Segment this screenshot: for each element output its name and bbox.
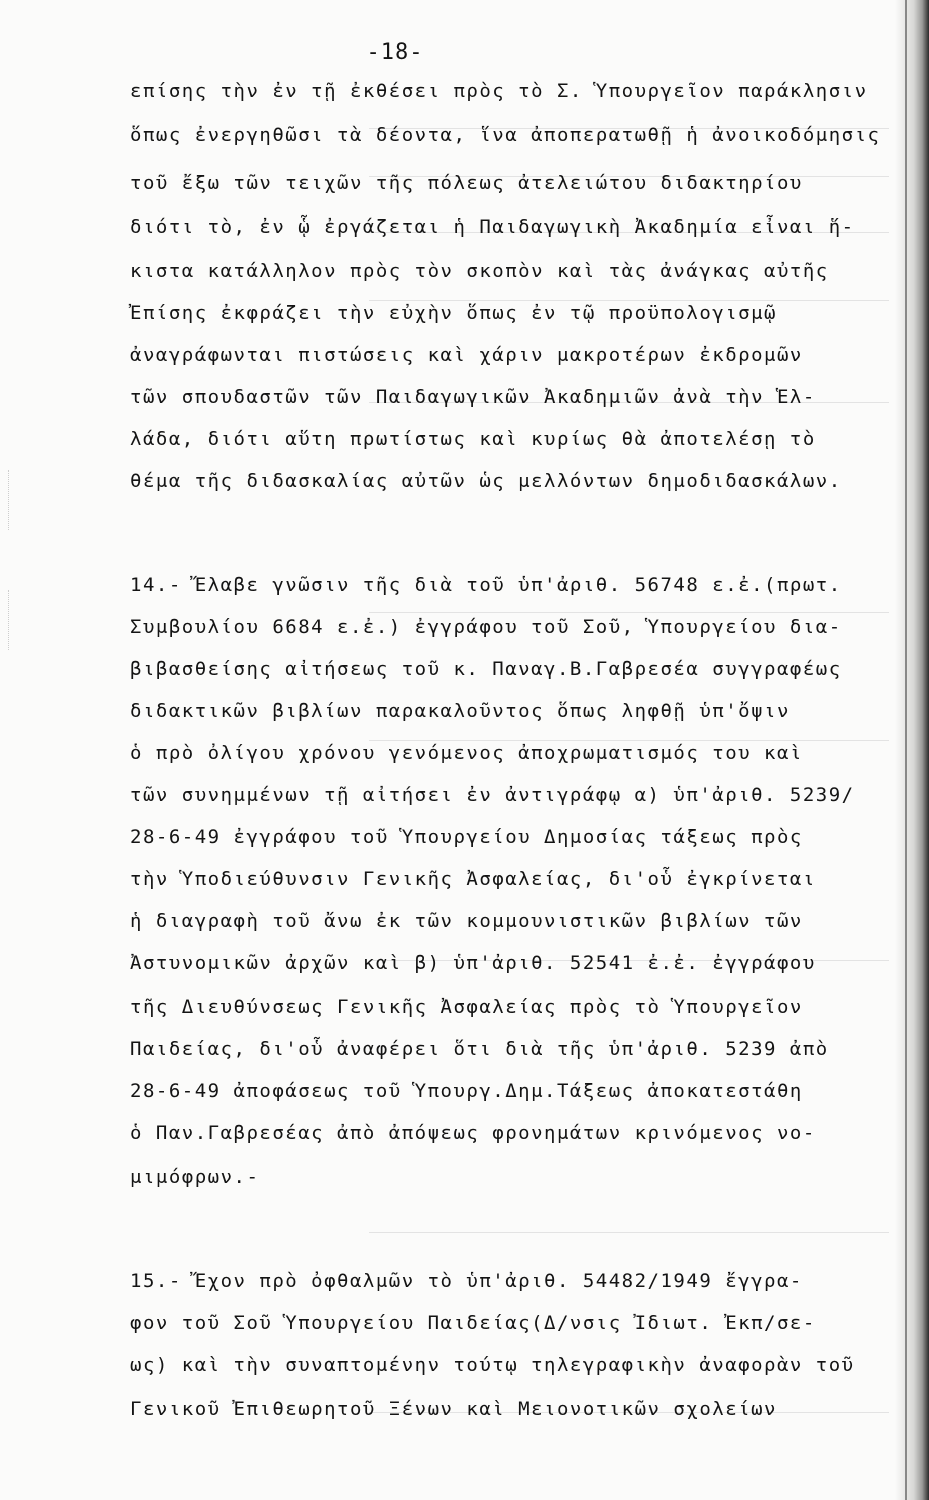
scan-edge-line: [905, 0, 907, 1500]
text-line: τῶν συνημμένων τῇ αἰτήσει ἐν ἀντιγράφῳ α) ὑπ'ἀριθ. 5239/: [130, 784, 855, 806]
text-line: ως) καὶ τὴν συναπτομένην τούτῳ τηλεγραφικὴν ἀναφορὰν τοῦ: [130, 1354, 855, 1376]
text-line: ὅπως ἐνεργηθῶσι τὰ δέοντα, ἵνα ἀποπερατωθῇ ἡ ἀνοικοδόμησις: [130, 124, 881, 146]
text-line: Ἀστυνομικῶν ἀρχῶν καὶ β) ὑπ'ἀριθ. 52541 ἐ.ἐ. ἐγγράφου: [130, 952, 816, 974]
text-line: λάδα, διότι αὕτη πρωτίστως καὶ κυρίως θὰ ἀποτελέσῃ τὸ: [130, 428, 816, 450]
text-line: διότι τὸ, ἐν ᾧ ἐργάζεται ἡ Παιδαγωγικὴ Ἀκαδημία εἶναι ἥ-: [130, 216, 855, 238]
margin-mark: [8, 590, 23, 650]
text-line: τὴν Ὑποδιεύθυνσιν Γενικῆς Ἀσφαλείας, δι'οὗ ἐγκρίνεται: [130, 868, 816, 890]
bleed-through-mark: [369, 612, 889, 613]
text-line: ὁ Παν.Γαβρεσέας ἀπὸ ἀπόψεως φρονημάτων κρινόμενος νο-: [130, 1122, 816, 1144]
text-line: τοῦ ἔξω τῶν τειχῶν τῆς πόλεως ἀτελειώτου διδακτηρίου: [130, 172, 803, 194]
text-line: Γενικοῦ Ἐπιθεωρητοῦ Ξένων καὶ Μειονοτικῶν σχολείων: [130, 1398, 777, 1420]
text-line: 28-6-49 ἐγγράφου τοῦ Ὑπουργείου Δημοσίας τάξεως πρὸς: [130, 826, 803, 848]
text-line: επίσης τὴν ἐν τῇ ἐκθέσει πρὸς τὸ Σ. Ὑπουργεῖον παράκλησιν: [130, 80, 868, 102]
text-line: βιβασθείσης αἰτήσεως τοῦ κ. Παναγ.Β.Γαβρεσέα συγγραφέως: [130, 658, 842, 680]
text-line: ἡ διαγραφὴ τοῦ ἄνω ἐκ τῶν κομμουνιστικῶν βιβλίων τῶν: [130, 910, 803, 932]
text-line: Συμβουλίου 6684 ε.ἐ.) ἐγγράφου τοῦ Σοῦ, Ὑπουργείου δια-: [130, 616, 842, 638]
bleed-through-mark: [369, 1232, 889, 1233]
scan-edge-shadow: [895, 0, 929, 1500]
text-line: φον τοῦ Σοῦ Ὑπουργείου Παιδείας(Δ/νσις Ἰδιωτ. Ἐκπ/σε-: [130, 1312, 816, 1334]
text-line: κιστα κατάλληλον πρὸς τὸν σκοπὸν καὶ τὰς ἀνάγκας αὐτῆς: [130, 260, 829, 282]
text-line: διδακτικῶν βιβλίων παρακαλοῦντος ὅπως ληφθῇ ὑπ'ὄψιν: [130, 700, 790, 722]
text-line: Ἐπίσης ἐκφράζει τὴν εὐχὴν ὅπως ἐν τῷ προϋπολογισμῷ: [130, 302, 777, 324]
text-line: τῆς Διευθύνσεως Γενικῆς Ἀσφαλείας πρὸς τὸ Ὑπουργεῖον: [130, 996, 803, 1018]
text-line: ἀναγράφωνται πιστώσεις καὶ χάριν μακροτέρων ἐκδρομῶν: [130, 344, 803, 366]
text-line: τῶν σπουδαστῶν τῶν Παιδαγωγικῶν Ἀκαδημιῶν ἀνὰ τὴν Ἑλ-: [130, 386, 816, 408]
text-line: ὁ πρὸ ὀλίγου χρόνου γενόμενος ἀποχρωματισμός του καὶ: [130, 742, 803, 764]
text-line: θέμα τῆς διδασκαλίας αὐτῶν ὡς μελλόντων δημοδιδασκάλων.: [130, 470, 842, 492]
text-line: Παιδείας, δι'οὗ ἀναφέρει ὅτι διὰ τῆς ὑπ'ἀριθ. 5239 ἀπὸ: [130, 1038, 829, 1060]
text-line: 28-6-49 ἀποφάσεως τοῦ Ὑπουργ.Δημ.Τάξεως ἀποκατεστάθη: [130, 1080, 803, 1102]
margin-mark: [8, 470, 23, 530]
text-line: μιμόφρων.-: [130, 1166, 260, 1188]
text-line: 15.- Ἔχον πρὸ ὀφθαλμῶν τὸ ὑπ'ἀριθ. 54482/1949 ἔγγρα-: [130, 1270, 803, 1292]
text-line: 14.- Ἔλαβε γνῶσιν τῆς διὰ τοῦ ὑπ'ἀριθ. 56748 ε.ἐ.(πρωτ.: [130, 574, 842, 596]
page-number: -18-: [366, 40, 424, 65]
